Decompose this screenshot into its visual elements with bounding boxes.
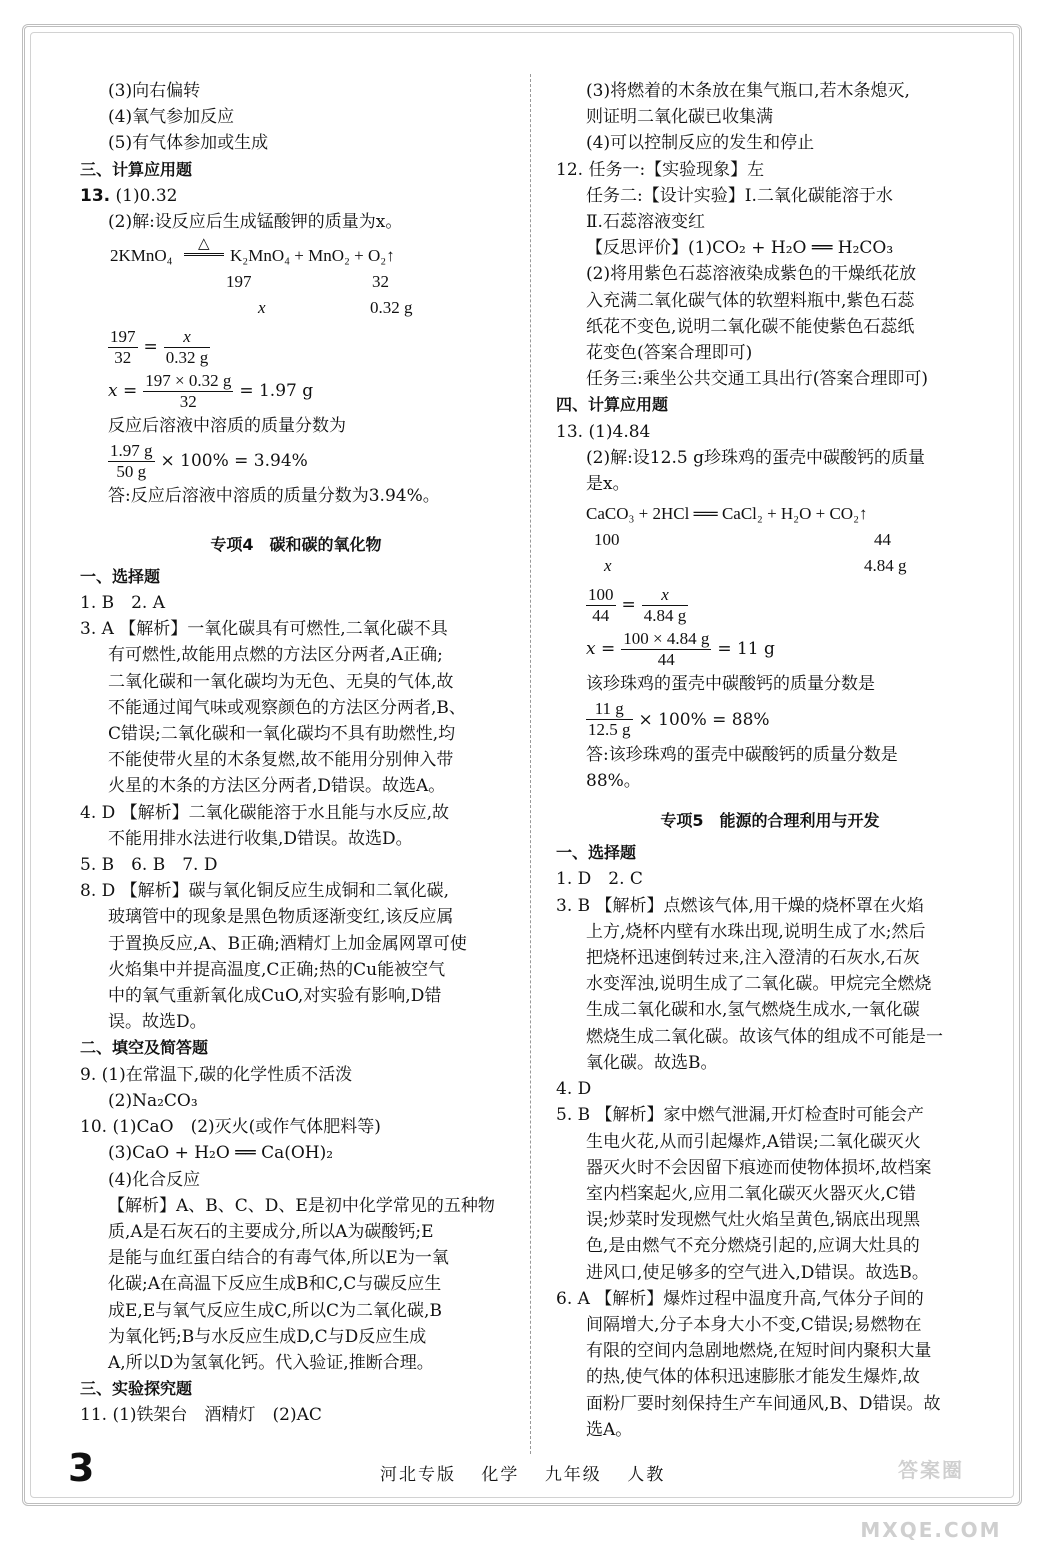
- fraction: $\frac{11 g}{12.5 g}$: [588, 699, 631, 740]
- answer-line: 误。故选D。: [108, 1012, 207, 1033]
- given-mass: 4.84 g: [864, 556, 907, 576]
- answer-line: 间隔增大,分子本身大小不变,C错误;易燃物在: [586, 1314, 922, 1335]
- fraction: $\frac{100}{44}$: [588, 584, 614, 625]
- chemical-equation: [80, 236, 512, 269]
- answer-line: 玻璃管中的现象是黑色物质逐渐变红,该反应属: [108, 907, 454, 928]
- formula-text: = 1.97 g: [239, 381, 314, 402]
- answer-line: 把烧杯迅速倒转过来,注入澄清的石灰水,石灰: [586, 948, 920, 969]
- answer-line: 不能使带火星的木条复燃,故不能用分别伸入带: [108, 750, 454, 771]
- page-footer: [380, 1460, 683, 1485]
- answer-line: 生电火花,从而引起爆炸,A错误;二氧化碳灭火: [586, 1131, 921, 1152]
- equation-masses: [80, 269, 512, 295]
- answer-line: 入充满二氧化碳气体的软塑料瓶中,紫色石蕊: [586, 290, 915, 311]
- answer-line: 该珍珠鸡的蛋壳中碳酸钙的质量分数是: [586, 674, 875, 695]
- answer-line: 的热,使气体的体积迅速膨胀才能发生爆炸,故: [586, 1367, 920, 1388]
- answer-line: 不能通过闻气味或观察颜色的方法区分两者,B、: [108, 697, 466, 718]
- answer-line: (2)解:设12.5 g珍珠鸡的蛋壳中碳酸钙的质量: [586, 447, 925, 468]
- molar-mass: 32: [372, 272, 389, 292]
- equals-sign: =: [143, 337, 158, 358]
- percent-calc: [80, 439, 512, 483]
- fraction: $\frac{197}{32}$: [110, 326, 136, 367]
- answer-line: 上方,烧杯内壁有水珠出现,说明生成了水;然后: [586, 921, 926, 942]
- equation-masses: [556, 527, 984, 553]
- column-divider: [530, 74, 531, 1454]
- proportion: [80, 325, 512, 369]
- answer-line: 面粉厂要时刻保持生产车间通风,B、D错误。故: [586, 1393, 941, 1414]
- unknown-x: x: [258, 298, 266, 318]
- equals-sign: =: [621, 595, 636, 616]
- solution-x: [80, 369, 512, 413]
- answer-line: 则证明二氧化碳已收集满: [586, 107, 773, 128]
- fraction: $\frac{x}{0.32 g}$: [165, 326, 209, 367]
- answer-line: 1. B 2. A: [80, 593, 166, 614]
- answer-line: (4)化合反应: [108, 1169, 201, 1190]
- formula-text: × 100% = 88%: [638, 709, 770, 730]
- molar-mass: 197: [226, 272, 252, 292]
- section-title: 专项5 能源的合理利用与开发: [660, 811, 880, 831]
- answer-line: 10. (1)CaO (2)灭火(或作气体肥料等): [80, 1117, 381, 1138]
- equation-sign: [184, 253, 224, 256]
- proportion: [556, 583, 984, 627]
- fraction: $\frac{197 \times 0.32 g}{32}$: [145, 370, 232, 411]
- answer-line: 燃烧生成二氧化碳。故该气体的组成不可能是一: [586, 1026, 943, 1047]
- answer-line: Ⅱ.石蕊溶液变红: [586, 212, 705, 233]
- footer-grade: 九年级: [544, 1465, 602, 1485]
- section-heading: 三、实验探究题: [80, 1379, 193, 1399]
- left-column: [80, 78, 512, 1429]
- answer-line: (5)有气体参加或生成: [108, 133, 269, 154]
- answer-line: 不能用排水法进行收集,D错误。故选D。: [108, 828, 413, 849]
- equation-condition: △: [198, 236, 210, 253]
- answer-line: 6. A 【解析】爆炸过程中温度升高,气体分子间的: [556, 1288, 924, 1309]
- answer-line: 4. D 【解析】二氧化碳能溶于水且能与水反应,故: [80, 802, 450, 823]
- right-column: [556, 78, 984, 1443]
- equation-reactant: 2KMnO₄: [110, 246, 173, 266]
- answer-line: 任务二:【设计实验】Ⅰ.二氧化碳能溶于水: [586, 185, 893, 206]
- answer-line: (4)氧气参加反应: [108, 107, 235, 128]
- answer-line: 任务三:乘坐公共交通工具出行(答案合理即可): [586, 369, 928, 390]
- answer-line: 3. B 【解析】点燃该气体,用干燥的烧杯罩在火焰: [556, 895, 924, 916]
- answer-line: 答:该珍珠鸡的蛋壳中碳酸钙的质量分数是: [586, 744, 898, 765]
- answer-line: 为氧化钙;B与水反应生成D,C与D反应生成: [108, 1326, 427, 1347]
- answer-line: 于置换反应,A、B正确;酒精灯上加金属网罩可使: [108, 933, 467, 954]
- answer-line: 【解析】A、B、C、D、E是初中化学常见的五种物: [108, 1195, 495, 1216]
- answer-line: 器灭火时不会因留下痕迹而使物体损坏,故档案: [586, 1157, 932, 1178]
- answer-line: C错误;二氧化碳和一氧化碳均不具有助燃性,均: [108, 724, 456, 745]
- equation-products: K₂MnO₄ + MnO₂ + O₂↑: [230, 246, 395, 266]
- answer-line: 5. B 6. B 7. D: [80, 855, 218, 876]
- answer-line: (4)可以控制反应的发生和停止: [586, 133, 815, 154]
- answer-line: 是能与血红蛋白结合的有毒气体,所以E为一氧: [108, 1248, 449, 1269]
- answer-line: (2)将用紫色石蕊溶液染成紫色的干燥纸花放: [586, 264, 917, 285]
- equation-quantities: [80, 295, 512, 321]
- answer-line: 花变色(答案合理即可): [586, 343, 753, 364]
- answer-line: 质,A是石灰石的主要成分,所以A为碳酸钙;E: [108, 1221, 434, 1242]
- watermark-logo: 答案圈 MXQE.COM: [860, 1458, 1002, 1542]
- percent-calc: [556, 698, 984, 742]
- answer-line: 答:反应后溶液中溶质的质量分数为3.94%。: [108, 486, 440, 507]
- molar-mass: 44: [874, 530, 891, 550]
- section-heading: 一、选择题: [80, 566, 161, 586]
- answer-line: 误;炒菜时发现燃气灶火焰呈黄色,锅底出现黑: [586, 1210, 921, 1231]
- footer-subject: 化学: [481, 1465, 520, 1485]
- unknown-x: x: [604, 556, 612, 576]
- molar-mass: 100: [594, 530, 620, 550]
- answer-line: 是x。: [586, 474, 630, 495]
- answer-line: (2)解:设反应后生成锰酸钾的质量为x。: [108, 212, 403, 233]
- answer-line: 生成二氧化碳和水,氢气燃烧生成水,一氧化碳: [586, 1000, 920, 1021]
- answer-line: 进风口,使足够多的空气进入,D错误。故选B。: [586, 1262, 929, 1283]
- answer-line: 【反思评价】(1)CO₂ + H₂O ══ H₂CO₃: [586, 238, 894, 259]
- answer-line: 选A。: [586, 1419, 633, 1440]
- section-heading: 一、选择题: [556, 843, 637, 863]
- answer-line: (3)向右偏转: [108, 81, 201, 101]
- fraction: $\frac{100 \times 4.84 g}{44}$: [623, 628, 710, 669]
- answer-line: 有限的空间内急剧地燃烧,在短时间内聚积大量: [586, 1341, 932, 1362]
- answer-line: 火焰集中并提高温度,C正确;热的Cu能被空气: [108, 959, 446, 980]
- answer-line: 3. A 【解析】一氧化碳具有可燃性,二氧化碳不具: [80, 619, 448, 640]
- footer-publisher: 人教: [627, 1465, 666, 1485]
- answer-line: 88%。: [586, 770, 641, 791]
- answer-line: 反应后溶液中溶质的质量分数为: [108, 416, 346, 437]
- answer-line: 11. (1)铁架台 酒精灯 (2)AC: [80, 1405, 322, 1426]
- formula-text: × 100% = 3.94%: [160, 451, 308, 472]
- answer-line: 5. B 【解析】家中燃气泄漏,开灯检查时可能会产: [556, 1105, 924, 1126]
- answer-line: 4. D: [556, 1079, 592, 1100]
- answer-line: 二氧化碳和一氧化碳均为无色、无臭的气体,故: [108, 671, 454, 692]
- answer-line: (3)将燃着的木条放在集气瓶口,若木条熄灭,: [586, 81, 910, 101]
- answer-line: (3)CaO + H₂O ══ Ca(OH)₂: [108, 1143, 334, 1164]
- answer-line: 12. 任务一:【实验现象】左: [556, 159, 765, 180]
- answer-line: 8. D 【解析】碳与氧化铜反应生成铜和二氧化碳,: [80, 881, 450, 902]
- answer-line: 室内档案起火,应用二氧化碳灭火器灭火,C错: [586, 1183, 916, 1204]
- answer-line: 有可燃性,故能用点燃的方法区分两者,A正确;: [108, 645, 443, 666]
- chemical-equation: CaCO₃ + 2HCl ══ CaCl₂ + H₂O + CO₂↑: [586, 504, 868, 524]
- footer-edition: 河北专版: [380, 1465, 456, 1485]
- page-number: 3: [68, 1446, 95, 1490]
- equation-quantities: [556, 553, 984, 579]
- answer-line: (1)0.32: [115, 185, 178, 206]
- answer-line: 水变浑浊,说明生成了二氧化碳。甲烷完全燃烧: [586, 974, 932, 995]
- answer-line: 9. (1)在常温下,碳的化学性质不活泼: [80, 1064, 353, 1085]
- formula-text: = 11 g: [717, 639, 775, 660]
- answer-line: 色,是由燃气不充分燃烧引起的,应调大灶具的: [586, 1236, 920, 1257]
- answer-line: 中的氧气重新氧化成CuO,对实验有影响,D错: [108, 986, 442, 1007]
- answer-line: 成E,E与氧气反应生成C,所以C为二氧化碳,B: [108, 1300, 442, 1321]
- answer-line: 火星的木条的方法区分两者,D错误。故选A。: [108, 776, 446, 797]
- formula-text: x =: [586, 639, 616, 660]
- answer-line: 化碳;A在高温下反应生成B和C,C与碳反应生: [108, 1274, 442, 1295]
- section-title: 专项4 碳和碳的氧化物: [210, 534, 382, 554]
- answer-line: (2)Na₂CO₃: [108, 1090, 198, 1111]
- given-mass: 0.32 g: [370, 298, 413, 318]
- formula-text: x =: [108, 381, 138, 402]
- section-heading: 四、计算应用题: [556, 395, 669, 415]
- fraction: $\frac{x}{4.84 g}$: [643, 584, 687, 625]
- answer-line: 纸花不变色,说明二氧化碳不能使紫色石蕊纸: [586, 316, 915, 337]
- answer-line: 13. (1)4.84: [556, 421, 651, 442]
- answer-line: A,所以D为氢氧化钙。代入验证,推断合理。: [108, 1352, 434, 1373]
- question-number: 13.: [80, 185, 111, 206]
- answer-line: 氧化碳。故选B。: [586, 1052, 718, 1073]
- fraction: $\frac{1.97 g}{50 g}$: [110, 440, 153, 481]
- section-heading: 二、填空及简答题: [80, 1038, 209, 1058]
- solution-x: [556, 627, 984, 671]
- answer-line: 1. D 2. C: [556, 869, 643, 890]
- section-heading: 三、计算应用题: [80, 159, 193, 179]
